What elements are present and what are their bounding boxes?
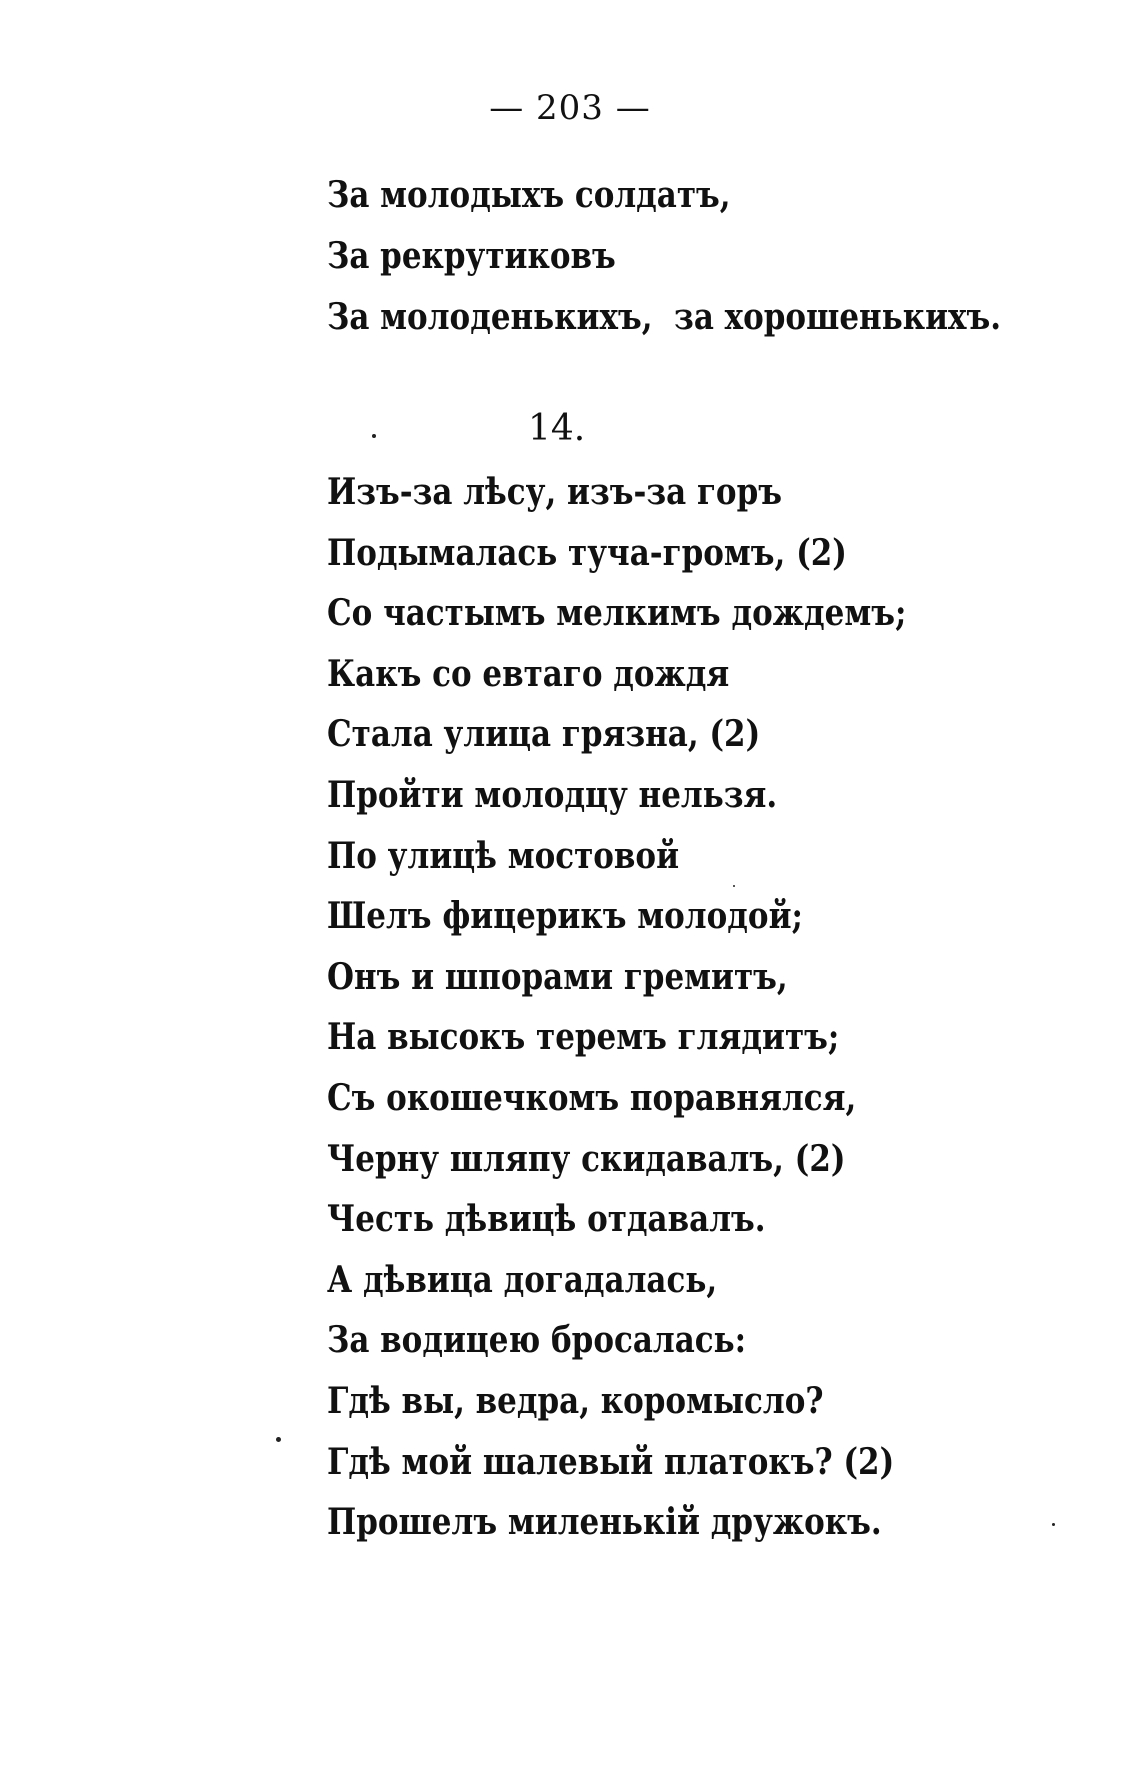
verse-line: Стала улица грязна, (2): [327, 713, 761, 756]
print-speck: [1052, 1523, 1055, 1526]
previous-poem-ending: [327, 165, 1001, 348]
verse-line: За молодыхъ солдатъ,: [327, 174, 731, 216]
verse-line: На высокъ теремъ глядитъ;: [327, 1016, 840, 1059]
verse-line: Гдѣ вы, ведра, коромысло?: [327, 1379, 824, 1422]
poem-number: 14.: [528, 408, 586, 449]
verse-line: А дѣвица догадалась,: [327, 1258, 718, 1301]
verse-line: За рекрутиковъ: [327, 235, 616, 277]
verse-line: Изъ-за лѣсу, изъ-за горъ: [327, 471, 782, 513]
verse-line: Со частымъ мелкимъ дождемъ;: [327, 592, 907, 635]
verse-line: Черну шляпу скидавалъ, (2): [327, 1137, 846, 1180]
verse-line: Подымалась туча-громъ, (2): [327, 531, 847, 574]
page-number: — 203 —: [489, 88, 651, 128]
verse-line: Шелъ фицерикъ молодой;: [327, 895, 803, 938]
verse-line: Прошелъ миленькій дружокъ.: [327, 1501, 882, 1544]
verse-line: Онъ и шпорами гремитъ,: [327, 955, 788, 998]
verse-line: По улицѣ мостовой: [327, 834, 680, 877]
verse-line: Гдѣ мой шалевый платокъ? (2): [327, 1440, 895, 1483]
verse-line: За молоденькихъ, за хорошенькихъ.: [327, 296, 1002, 338]
print-speck: [372, 434, 376, 438]
verse-line: За водицею бросалась:: [327, 1319, 747, 1362]
verse-line: Съ окошечкомъ поравнялся,: [327, 1076, 857, 1119]
verse-line: Пройти молодцу нельзя.: [327, 773, 778, 816]
poem-14-text: [327, 462, 906, 1553]
print-speck: [276, 1437, 281, 1442]
verse-line: Какъ со евтаго дождя: [327, 652, 730, 695]
print-speck: [733, 885, 735, 887]
verse-line: Честь дѣвицѣ отдавалъ.: [327, 1198, 766, 1241]
